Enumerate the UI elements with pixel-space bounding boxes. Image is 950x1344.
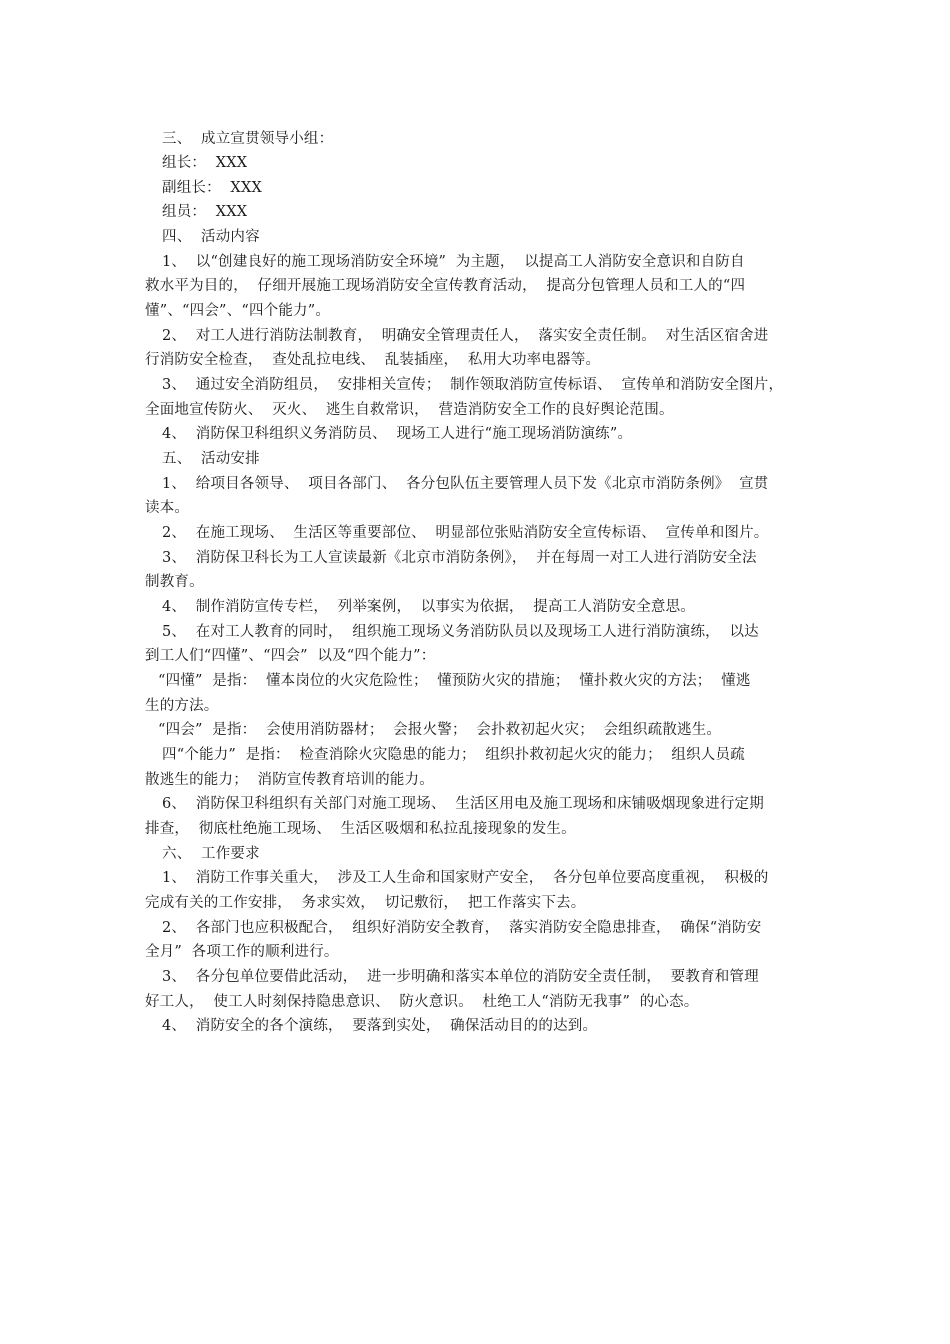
leader-line: 组长： XXX bbox=[162, 155, 248, 171]
member-line: 组员： XXX bbox=[162, 204, 248, 220]
text-line: 6、 消防保卫科组织有关部门对施工现场、 生活区用电及施工现场和床铺吸烟现象进行定期 bbox=[162, 796, 764, 812]
text-line: “四会” 是指： 会使用消防器材； 会报火警； 会扑救初起火灾； 会组织疏散逃生。 bbox=[158, 722, 722, 738]
text-line: 4、 制作消防宣传专栏， 列举案例， 以事实为依据， 提高工人消防安全意思。 bbox=[162, 599, 695, 615]
text-line: 制教育。 bbox=[145, 574, 204, 590]
text-line: 3、 通过安全消防组员， 安排相关宣传； 制作领取消防宣传标语、 宣传单和消防安全图片， bbox=[162, 377, 784, 393]
text-line: 到工人们“四懂”、“四会” 以及“四个能力”： bbox=[145, 648, 436, 664]
section-heading-3: 三、 成立宣贯领导小组： bbox=[162, 131, 334, 147]
text-line: 1、 给项目各领导、 项目各部门、 各分包队伍主要管理人员下发《北京市消防条例》 宣贯 bbox=[162, 476, 769, 492]
section-heading-4: 四、 活动内容 bbox=[162, 229, 260, 245]
text-line: 散逃生的能力； 消防宣传教育培训的能力。 bbox=[145, 772, 434, 788]
text-line: 2、 对工人进行消防法制教育， 明确安全管理责任人， 落实安全责任制。 对生活区宿舍进 bbox=[162, 328, 769, 344]
text-line: 救水平为目的， 仔细开展施工现场消防安全宣传教育活动， 提高分包管理人员和工人的“四 bbox=[145, 278, 746, 294]
text-line: 行消防安全检查， 查处乱拉电线、 乱装插座， 私用大功率电器等。 bbox=[145, 352, 601, 368]
text-line: 完成有关的工作安排， 务求实效， 切记敷衍， 把工作落实下去。 bbox=[145, 895, 586, 911]
text-line: 全面地宣传防火、 灭火、 逃生自救常识， 营造消防安全工作的良好舆论范围。 bbox=[145, 402, 674, 418]
text-line: 排查， 彻底杜绝施工现场、 生活区吸烟和私拉乱接现象的发生。 bbox=[145, 821, 576, 837]
text-line: 3、 各分包单位要借此活动， 进一步明确和落实本单位的消防安全责任制， 要教育和管理 bbox=[162, 969, 759, 985]
text-line: 4、 消防保卫科组织义务消防员、 现场工人进行“施工现场消防演练”。 bbox=[162, 426, 633, 442]
text-line: 读本。 bbox=[145, 500, 190, 516]
text-line: 好工人， 使工人时刻保持隐患意识、 防火意识。 杜绝工人“消防无我事” 的心态。 bbox=[145, 994, 699, 1010]
text-line: 2、 各部门也应积极配合， 组织好消防安全教育， 落实消防安全隐患排查， 确保“消防安 bbox=[162, 920, 762, 936]
text-line: 四“个能力” 是指： 检查消除火灾隐患的能力； 组织扑救初起火灾的能力； 组织人员疏 bbox=[162, 747, 745, 763]
text-line: “四懂” 是指： 懂本岗位的火灾危险性； 懂预防火灾的措施； 懂扑救火灾的方法； 懂逃 bbox=[158, 673, 751, 689]
text-line: 5、 在对工人教育的同时， 组织施工现场义务消防队员以及现场工人进行消防演练， 以达 bbox=[162, 624, 759, 640]
text-line: 3、 消防保卫科长为工人宣读最新《北京市消防条例》， 并在每周一对工人进行消防安全法 bbox=[162, 550, 757, 566]
text-line: 1、 以“创建良好的施工现场消防安全环境” 为主题， 以提高工人消防安全意识和自防自 bbox=[162, 254, 745, 270]
text-line: 2、 在施工现场、 生活区等重要部位、 明显部位张贴消防安全宣传标语、 宣传单和图片。 bbox=[162, 525, 769, 541]
text-line: 4、 消防安全的各个演练， 要落到实处， 确保活动目的的达到。 bbox=[162, 1018, 598, 1034]
text-line: 1、 消防工作事关重大， 涉及工人生命和国家财产安全， 各分包单位要高度重视， 积极的 bbox=[162, 870, 769, 886]
deputy-leader-line: 副组长： XXX bbox=[162, 180, 262, 196]
text-line: 懂”、“四会”、“四个能力”。 bbox=[145, 303, 331, 319]
text-line: 生的方法。 bbox=[145, 698, 219, 714]
section-heading-5: 五、 活动安排 bbox=[162, 451, 260, 467]
section-heading-6: 六、 工作要求 bbox=[162, 846, 260, 862]
text-line: 全月” 各项工作的顺利进行。 bbox=[145, 944, 339, 960]
